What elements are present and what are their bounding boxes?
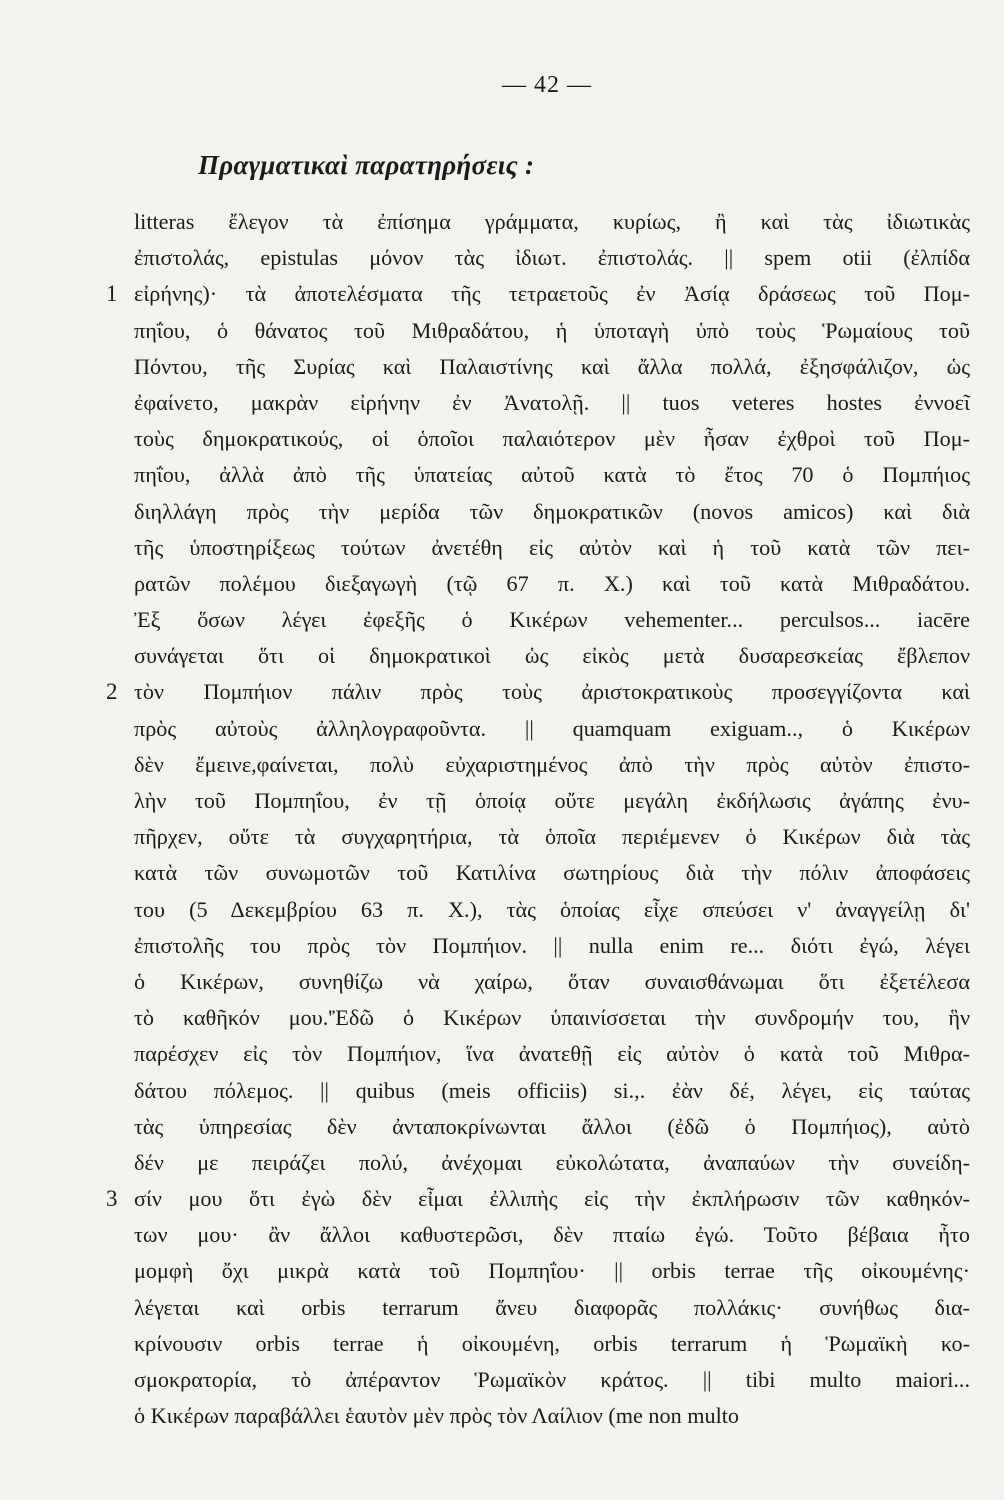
commentary-text: [106, 204, 970, 1434]
line-text: ἐφαίνετο, μακρὰν εἰρήνην ἐν Ἀνατολῇ. || tuos veteres hostes ἐννοεῖ: [134, 389, 970, 415]
text-line: [134, 1073, 970, 1109]
line-text: ἐπιστολάς, epistulas μόνον τὰς ἰδιωτ. ἐπιστολάς. || spem otii (ἐλπίδα: [134, 245, 970, 271]
line-text: παρέσχεν εἰς τὸν Πομπήιον, ἵνα ἀνατεθῇ εἰς αὐτὸν ὁ κατὰ τοῦ Μιθρα-: [134, 1041, 970, 1067]
text-line: [134, 1398, 970, 1434]
text-line: [134, 602, 970, 638]
line-text: litteras ἔλεγον τὰ ἐπίσημα γράμματα, κυρίως, ἢ καὶ τὰς ἰδιωτικὰς: [134, 209, 970, 234]
line-text: ρατῶν πολέμου διεξαγωγὴ (τῷ 67 π. Χ.) καὶ τοῦ κατὰ Μιθραδάτου.: [134, 570, 970, 596]
text-line: [134, 1109, 970, 1145]
text-line: [134, 638, 970, 674]
text-line: [134, 892, 970, 928]
section-heading: Πραγματικαὶ παρατηρήσεις :: [198, 150, 535, 180]
line-text: Ἐξ ὅσων λέγει ἐφεξῆς ὁ Κικέρων vehementer... perculsos... iacēre: [134, 607, 970, 633]
text-line: [134, 819, 970, 855]
line-text: τὸ καθῆκόν μου.'Ἐδῶ ὁ Κικέρων ὑπαινίσσεται τὴν συνδρομήν του, ἣν: [134, 1005, 970, 1031]
text-line: [134, 494, 970, 530]
text-line: [134, 566, 970, 602]
margin-line-number: 3: [106, 1186, 118, 1212]
line-text: σμοκρατορία, τὸ ἀπέραντον Ῥωμαϊκὸν κράτος. || tibi multo maiori...: [134, 1367, 970, 1392]
text-line: [134, 1036, 970, 1072]
line-text: του (5 Δεκεμβρίου 63 π. Χ.), τὰς ὁποίας εἶχε σπεύσει ν' ἀναγγείλῃ δι': [134, 896, 970, 922]
line-text: δάτου πόλεμος. || quibus (meis officiis) si.,. ἐὰν δέ, λέγει, εἰς ταύτας: [134, 1077, 970, 1103]
text-line: [134, 964, 970, 1000]
text-line: [134, 421, 970, 457]
text-line: [134, 1253, 970, 1289]
line-text: πηΐου, ὁ θάνατος τοῦ Μιθραδάτου, ἡ ὑποταγὴ ὑπὸ τοὺς Ῥωμαίους τοῦ: [134, 317, 970, 343]
line-text: λὴν τοῦ Πομπηΐου, ἐν τῇ ὁποίᾳ οὔτε μεγάλη ἐκδήλωσις ἀγάπης ἐνυ-: [134, 788, 970, 813]
text-line: [106, 276, 970, 312]
text-line: [134, 928, 970, 964]
text-line: [134, 385, 970, 421]
line-text: των μου· ἂν ἄλλοι καθυστερῶσι, δὲν πταίω ἐγώ. Τοῦτο βέβαια ἦτο: [134, 1222, 970, 1248]
line-text: ὁ Κικέρων, συνηθίζω νὰ χαίρω, ὅταν συναισθάνωμαι ὅτι ἐξετέλεσα: [134, 968, 970, 994]
line-text: δέν με πειράζει πολύ, ἀνέχομαι εὐκολώτατα, ἀναπαύων τὴν συνείδη-: [134, 1149, 970, 1175]
text-line: [134, 457, 970, 493]
text-line: [134, 783, 970, 819]
text-line: [134, 240, 970, 276]
line-text: διηλλάγη πρὸς τὴν μερίδα τῶν δημοκρατικῶν (novos amicos) καὶ διὰ: [134, 498, 970, 524]
text-line: [134, 711, 970, 747]
text-line: [134, 349, 970, 385]
line-text: σίν μου ὅτι ἐγὼ δὲν εἶμαι ἐλλιπὴς εἰς τὴν ἐκπλήρωσιν τῶν καθηκόν-: [134, 1186, 970, 1212]
text-line: [134, 1145, 970, 1181]
text-line: [134, 1217, 970, 1253]
line-text: δὲν ἔμεινε,φαίνεται, πολὺ εὐχαριστημένος ἀπὸ τὴν πρὸς αὐτὸν ἐπιστο-: [134, 751, 970, 777]
line-text: κατὰ τῶν συνωμοτῶν τοῦ Κατιλίνα σωτηρίους διὰ τὴν πόλιν ἀποφάσεις: [134, 860, 970, 886]
line-text: εἰρήνης)· τὰ ἀποτελέσματα τῆς τετραετοῦς ἐν Ἀσίᾳ δράσεως τοῦ Πομ-: [134, 281, 970, 307]
line-text: τοὺς δημοκρατικούς, οἱ ὁποῖοι παλαιότερον μὲν ἦσαν ἐχθροὶ τοῦ Πομ-: [134, 426, 970, 452]
line-text: Πόντου, τῆς Συρίας καὶ Παλαιστίνης καὶ ἄλλα πολλά, ἐξησφάλιζον, ὡς: [134, 353, 970, 379]
line-text: μομφὴ ὄχι μικρὰ κατὰ τοῦ Πομπηΐου· || orbis terrae τῆς οἰκουμένης·: [134, 1258, 970, 1284]
line-text: πηΐου, ἀλλὰ ἀπὸ τῆς ὑπατείας αὐτοῦ κατὰ τὸ ἔτος 70 ὁ Πομπήιος: [134, 462, 970, 488]
text-line: [134, 204, 970, 240]
line-text: τῆς ὑποστηρίξεως τούτων ἀνετέθη εἰς αὐτὸν καὶ ἡ τοῦ κατὰ τῶν πει-: [134, 534, 970, 560]
line-text: κρίνουσιν orbis terrae ἡ οἰκουμένη, orbis terrarum ἡ Ῥωμαϊκὴ κο-: [134, 1330, 970, 1356]
line-text: τὰς ὑπηρεσίας δὲν ἀνταποκρίνωνται ἄλλοι (ἐδῶ ὁ Πομπήιος), αὐτὸ: [134, 1113, 970, 1139]
line-text: πρὸς αὐτοὺς ἀλληλογραφοῦντα. || quamquam exiguam.., ὁ Κικέρων: [134, 715, 970, 741]
text-line: [134, 747, 970, 783]
line-text: ἐπιστολῆς του πρὸς τὸν Πομπήιον. || nulla enim re... διότι ἐγώ, λέγει: [134, 932, 970, 958]
text-line: [134, 313, 970, 349]
margin-line-number: 1: [106, 281, 118, 307]
line-text: τὸν Πομπήιον πάλιν πρὸς τοὺς ἀριστοκρατικοὺς προσεγγίζοντα καὶ: [134, 679, 970, 705]
line-text: ὁ Κικέρων παραβάλλει ἑαυτὸν μὲν πρὸς τὸν Λαίλιον (me non multo: [134, 1403, 739, 1429]
line-text: λέγεται καὶ orbis terrarum ἄνευ διαφορᾶς πολλάκις· συνήθως δια-: [134, 1294, 970, 1320]
margin-line-number: 2: [106, 679, 118, 705]
line-text: συνάγεται ὅτι οἱ δημοκρατικοὶ ὡς εἰκὸς μετὰ δυσαρεσκείας ἔβλεπον: [134, 643, 970, 669]
text-line: [134, 530, 970, 566]
text-line: [134, 1362, 970, 1398]
text-line: [134, 855, 970, 891]
page-number: — 42 —: [502, 72, 592, 98]
text-line: [134, 1326, 970, 1362]
line-text: πῆρχεν, οὔτε τὰ συγχαρητήρια, τὰ ὁποῖα περιέμενεν ὁ Κικέρων διὰ τὰς: [134, 824, 970, 850]
text-line: [134, 1290, 970, 1326]
text-line: [106, 674, 970, 710]
text-line: [106, 1181, 970, 1217]
text-line: [134, 1000, 970, 1036]
